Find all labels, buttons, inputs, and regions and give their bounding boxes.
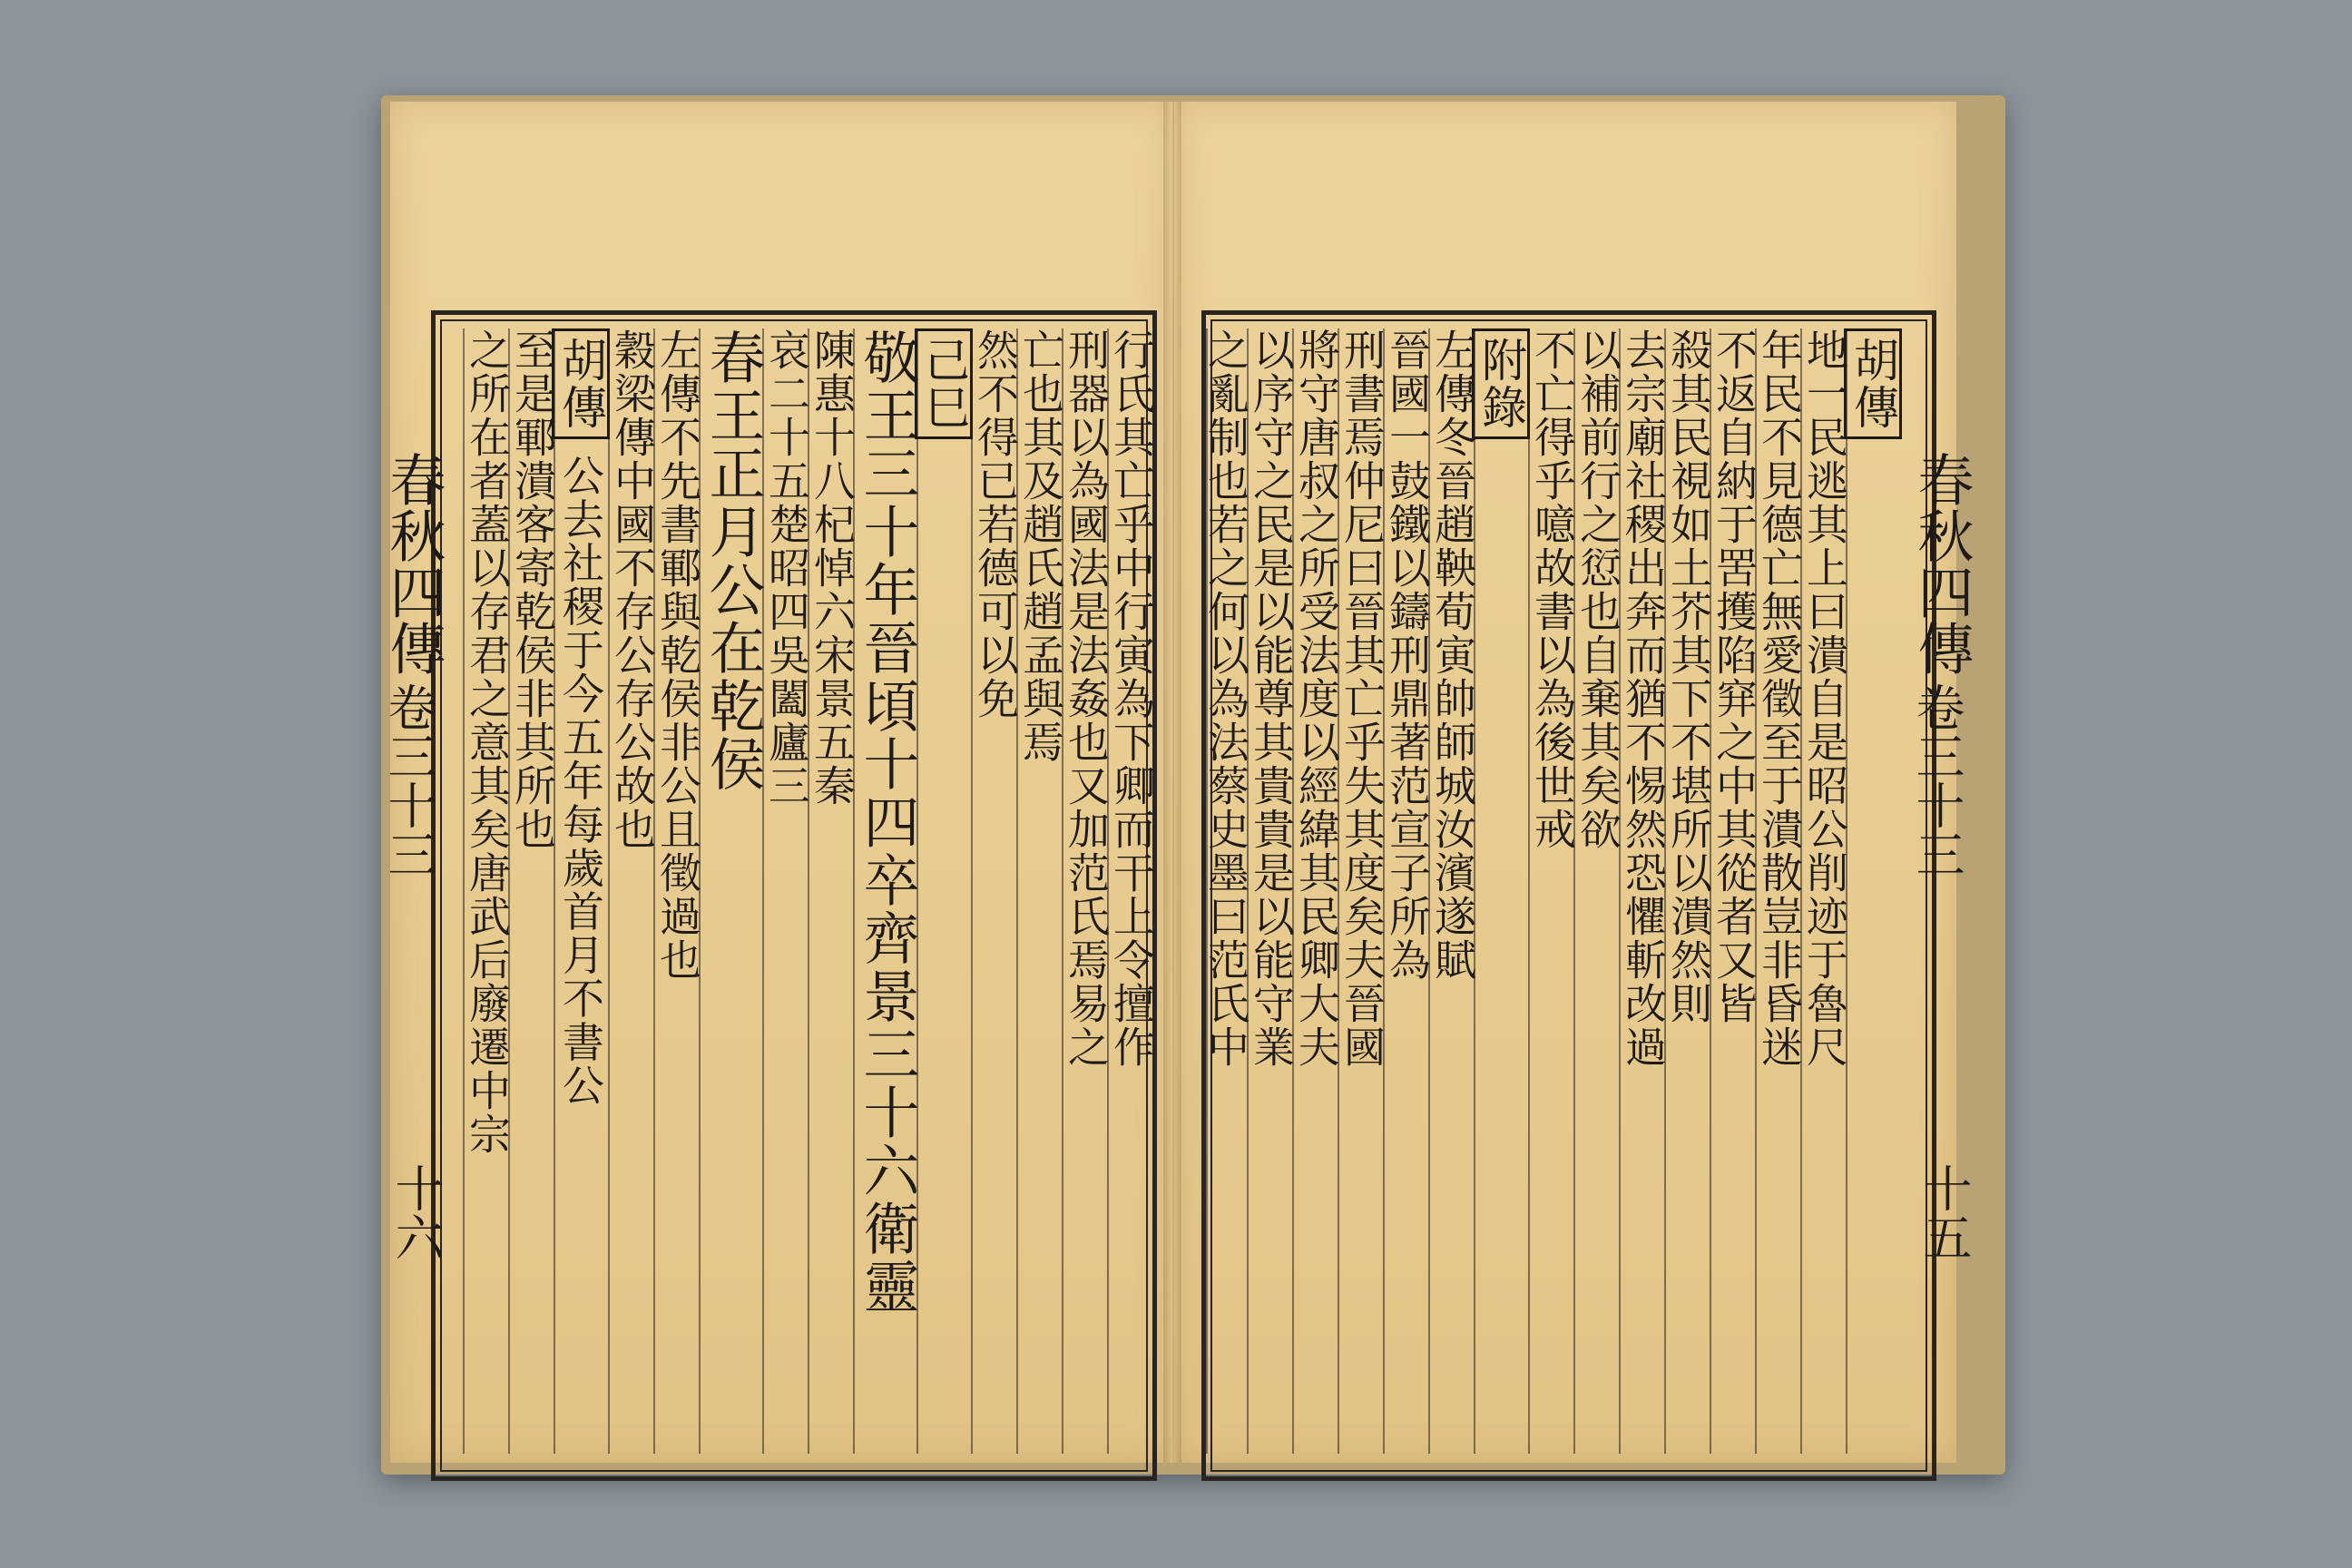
left-col-11: 穀梁傳中國不存公存公故也: [608, 328, 655, 1454]
appendix-badge: 附錄: [1472, 328, 1530, 439]
left-col-2: 刑器以為國法是法姦也又加范氏焉易之: [1062, 328, 1109, 1454]
right-col-11: 晉國一鼓鐵以鑄刑鼎著范宣子所為: [1383, 328, 1430, 1454]
right-col-9: [1474, 328, 1530, 1454]
right-col-14: 以序守之民是以能尊其貴貴是以能守業: [1247, 328, 1294, 1454]
right-page: [1172, 102, 1975, 1463]
right-col-2: 地一民逃其上曰潰自是昭公削迹于魯尺: [1800, 328, 1847, 1454]
right-margin-title: 春秋四傳: [1908, 451, 1975, 676]
left-col-7: 陳惠十八杞悼六宋景五秦: [808, 328, 855, 1454]
left-col-6: 敬王三十年晉頃十四卒齊景三十六衛靈: [853, 328, 918, 1454]
left-col-12-text: 公去社稷于今五年每歲首月不書公: [556, 454, 605, 1108]
right-col-13: 將守唐叔之所受法度以經緯其民卿大夫: [1292, 328, 1339, 1454]
right-col-7: 以補前行之愆也自棄其矣欲: [1573, 328, 1621, 1454]
era-badge: 己巳: [915, 328, 973, 439]
right-col-5: 殺其民視如土芥其下不堪所以潰然則: [1664, 328, 1711, 1454]
right-folio: 十五: [1916, 1163, 1973, 1261]
right-col-15: 之亂制也若之何以為法蔡史墨曰范氏中: [1206, 328, 1249, 1454]
left-folio: 十六: [387, 1163, 445, 1261]
right-col-10: 左傳冬晉趙鞅荀寅帥師城汝濱遂賦: [1428, 328, 1475, 1454]
left-margin-title: 春秋四傳: [380, 451, 446, 676]
hu-zhuan-badge: 胡傳: [1844, 328, 1902, 439]
right-col-1: [1846, 328, 1902, 1454]
right-col-8: 不亡得乎噫故書以為後世戒: [1528, 328, 1575, 1454]
left-col-8: 哀二十五楚昭四吳闔廬三: [762, 328, 809, 1454]
left-col-12: [554, 328, 610, 1454]
left-page: [380, 102, 1174, 1463]
left-col-3: 亡也其及趙氏趙孟與焉: [1016, 328, 1063, 1454]
left-margin-juan: 卷三十三: [380, 682, 437, 878]
left-col-15: [440, 328, 465, 1454]
left-col-1: 行氏其亡乎中行寅為下卿而干上令擅作: [1107, 328, 1154, 1454]
right-col-3: 年民不見德亡無愛徵至于潰散豈非昏迷: [1755, 328, 1802, 1454]
right-margin-juan: 卷三十三: [1908, 682, 1965, 878]
book-gutter: [1163, 102, 1181, 1463]
left-col-14: 之所在者蓋以存君之意其矣唐武后廢遷中宗: [463, 328, 510, 1454]
left-col-5: [916, 328, 973, 1454]
left-col-9: 春王正月公在乾侯: [699, 328, 764, 1454]
right-col-6: 去宗廟社稷出奔而猶不惕然恐懼斬改過: [1619, 328, 1666, 1454]
left-col-13: 至是鄆潰客寄乾侯非其所也: [508, 328, 555, 1454]
left-col-4: 然不得已若德可以免: [971, 328, 1018, 1454]
right-col-4: 不返自納于罟擭陷穽之中其從者又皆: [1710, 328, 1757, 1454]
commentary-badge: 胡傳: [552, 328, 610, 439]
left-col-10: 左傳不先書鄆與乾侯非公且徵過也: [653, 328, 701, 1454]
right-col-12: 刑書焉仲尼曰晉其亡乎失其度矣夫晉國: [1338, 328, 1385, 1454]
